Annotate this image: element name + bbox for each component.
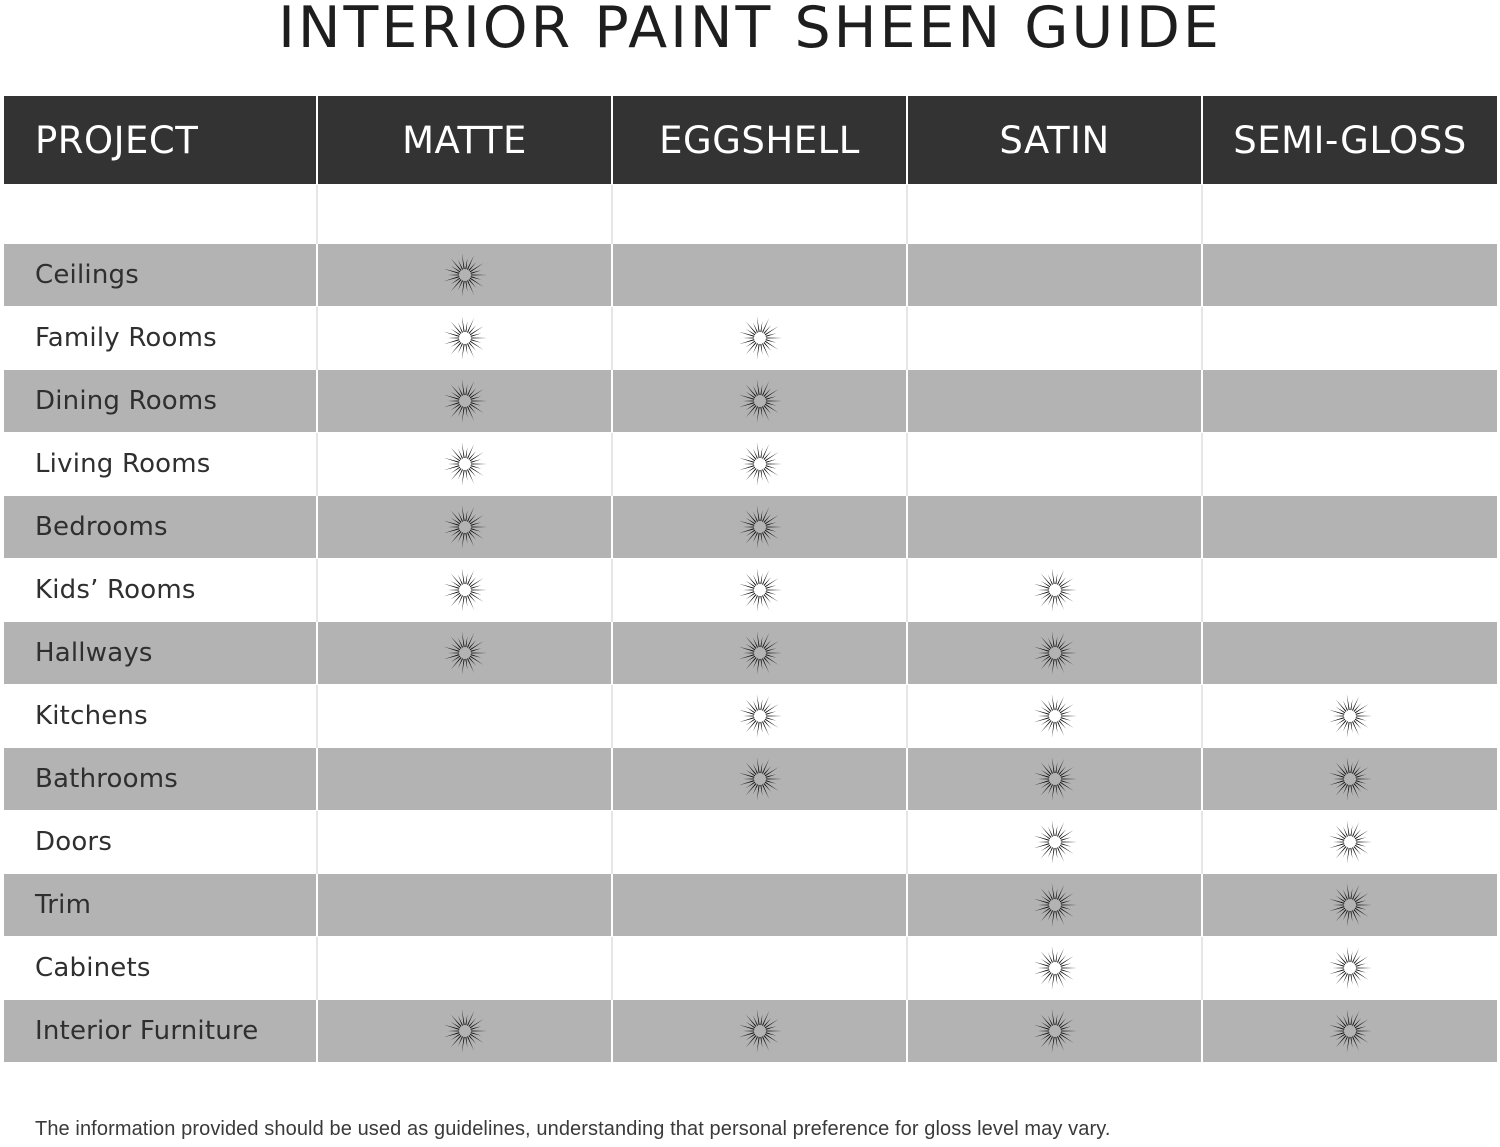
project-label: Doors <box>4 811 317 874</box>
sheen-starburst-icon <box>1326 692 1374 740</box>
cell-satin <box>907 811 1202 874</box>
sheen-starburst-icon <box>1326 944 1374 992</box>
cell-eggshell <box>612 748 907 811</box>
sheen-starburst-icon <box>1326 1007 1374 1055</box>
cell-matte <box>317 496 612 559</box>
cell-matte <box>317 811 612 874</box>
sheen-starburst-icon <box>1031 944 1079 992</box>
column-header-matte: MATTE <box>317 96 612 185</box>
project-label: Hallways <box>4 622 317 685</box>
cell-satin <box>907 433 1202 496</box>
cell-matte <box>317 307 612 370</box>
project-label: Living Rooms <box>4 433 317 496</box>
sheen-starburst-icon <box>1326 755 1374 803</box>
sheen-starburst-icon <box>1031 881 1079 929</box>
sheen-starburst-icon <box>441 251 489 299</box>
cell-satin <box>907 748 1202 811</box>
cell-eggshell <box>612 559 907 622</box>
cell-matte <box>317 685 612 748</box>
sheen-starburst-icon <box>1031 755 1079 803</box>
sheen-starburst-icon <box>1031 1007 1079 1055</box>
sheen-starburst-icon <box>441 314 489 362</box>
cell-matte <box>317 370 612 433</box>
cell-satin <box>907 874 1202 937</box>
cell-matte <box>317 244 612 307</box>
column-header-project: PROJECT <box>4 96 317 185</box>
cell-semi-gloss <box>1202 874 1497 937</box>
cell-semi-gloss <box>1202 1000 1497 1063</box>
sheen-starburst-icon <box>1031 566 1079 614</box>
cell-semi-gloss <box>1202 622 1497 685</box>
cell-eggshell <box>612 496 907 559</box>
sheen-starburst-icon <box>441 629 489 677</box>
project-label: Bedrooms <box>4 496 317 559</box>
cell-satin <box>907 937 1202 1000</box>
cell-eggshell <box>612 874 907 937</box>
cell-matte <box>317 748 612 811</box>
project-label: Bathrooms <box>4 748 317 811</box>
column-header-satin: SATIN <box>907 96 1202 185</box>
cell-eggshell <box>612 937 907 1000</box>
table-row <box>4 748 1497 811</box>
cell-semi-gloss <box>1202 496 1497 559</box>
cell-satin <box>907 1000 1202 1063</box>
sheen-starburst-icon <box>736 440 784 488</box>
cell-eggshell <box>612 622 907 685</box>
cell-semi-gloss <box>1202 748 1497 811</box>
project-label: Kids’ Rooms <box>4 559 317 622</box>
project-label: Ceilings <box>4 244 317 307</box>
sheen-starburst-icon <box>1326 881 1374 929</box>
cell-eggshell <box>612 244 907 307</box>
cell-matte <box>317 622 612 685</box>
table-row <box>4 937 1497 1000</box>
cell-semi-gloss <box>1202 307 1497 370</box>
cell-satin <box>907 559 1202 622</box>
sheen-starburst-icon <box>1031 818 1079 866</box>
cell-semi-gloss <box>1202 685 1497 748</box>
cell-semi-gloss <box>1202 244 1497 307</box>
table-row <box>4 874 1497 937</box>
project-label: Interior Furniture <box>4 1000 317 1063</box>
sheen-starburst-icon <box>441 440 489 488</box>
cell-semi-gloss <box>1202 559 1497 622</box>
sheen-starburst-icon <box>736 314 784 362</box>
project-label: Cabinets <box>4 937 317 1000</box>
sheen-starburst-icon <box>441 1007 489 1055</box>
table-row <box>4 244 1497 307</box>
table-row <box>4 307 1497 370</box>
cell-matte <box>317 937 612 1000</box>
sheen-starburst-icon <box>1326 818 1374 866</box>
cell-matte <box>317 559 612 622</box>
page-title: INTERIOR PAINT SHEEN GUIDE <box>278 0 1222 61</box>
sheen-guide-table <box>4 96 1497 1062</box>
table-row <box>4 370 1497 433</box>
cell-eggshell <box>612 685 907 748</box>
column-header-semi-gloss: SEMI-GLOSS <box>1202 96 1497 185</box>
cell-satin <box>907 685 1202 748</box>
cell-semi-gloss <box>1202 811 1497 874</box>
project-label: Kitchens <box>4 685 317 748</box>
sheen-starburst-icon <box>736 1007 784 1055</box>
sheen-starburst-icon <box>441 377 489 425</box>
table-row <box>4 1000 1497 1063</box>
cell-eggshell <box>612 433 907 496</box>
sheen-starburst-icon <box>736 692 784 740</box>
cell-satin <box>907 496 1202 559</box>
header-spacer-row <box>4 185 1497 244</box>
sheen-starburst-icon <box>736 503 784 551</box>
cell-eggshell <box>612 1000 907 1063</box>
cell-semi-gloss <box>1202 937 1497 1000</box>
project-label: Dining Rooms <box>4 370 317 433</box>
table-header-row <box>4 96 1497 185</box>
cell-semi-gloss <box>1202 370 1497 433</box>
sheen-starburst-icon <box>736 629 784 677</box>
cell-matte <box>317 874 612 937</box>
sheen-starburst-icon <box>441 566 489 614</box>
sheen-starburst-icon <box>441 503 489 551</box>
sheen-starburst-icon <box>736 377 784 425</box>
sheen-starburst-icon <box>736 566 784 614</box>
table-row <box>4 811 1497 874</box>
cell-eggshell <box>612 811 907 874</box>
project-label: Trim <box>4 874 317 937</box>
cell-satin <box>907 244 1202 307</box>
table-row <box>4 559 1497 622</box>
footnote: The information provided should be used as guidelines, understanding that personal preference for gloss level may vary. <box>35 1118 1111 1140</box>
cell-satin <box>907 622 1202 685</box>
sheen-starburst-icon <box>736 755 784 803</box>
table-row <box>4 685 1497 748</box>
column-header-eggshell: EGGSHELL <box>612 96 907 185</box>
cell-eggshell <box>612 307 907 370</box>
cell-matte <box>317 1000 612 1063</box>
cell-matte <box>317 433 612 496</box>
table-row <box>4 622 1497 685</box>
table-row <box>4 496 1497 559</box>
cell-satin <box>907 370 1202 433</box>
table-row <box>4 433 1497 496</box>
sheen-starburst-icon <box>1031 692 1079 740</box>
sheen-starburst-icon <box>1031 629 1079 677</box>
cell-satin <box>907 307 1202 370</box>
cell-semi-gloss <box>1202 433 1497 496</box>
project-label: Family Rooms <box>4 307 317 370</box>
cell-eggshell <box>612 370 907 433</box>
